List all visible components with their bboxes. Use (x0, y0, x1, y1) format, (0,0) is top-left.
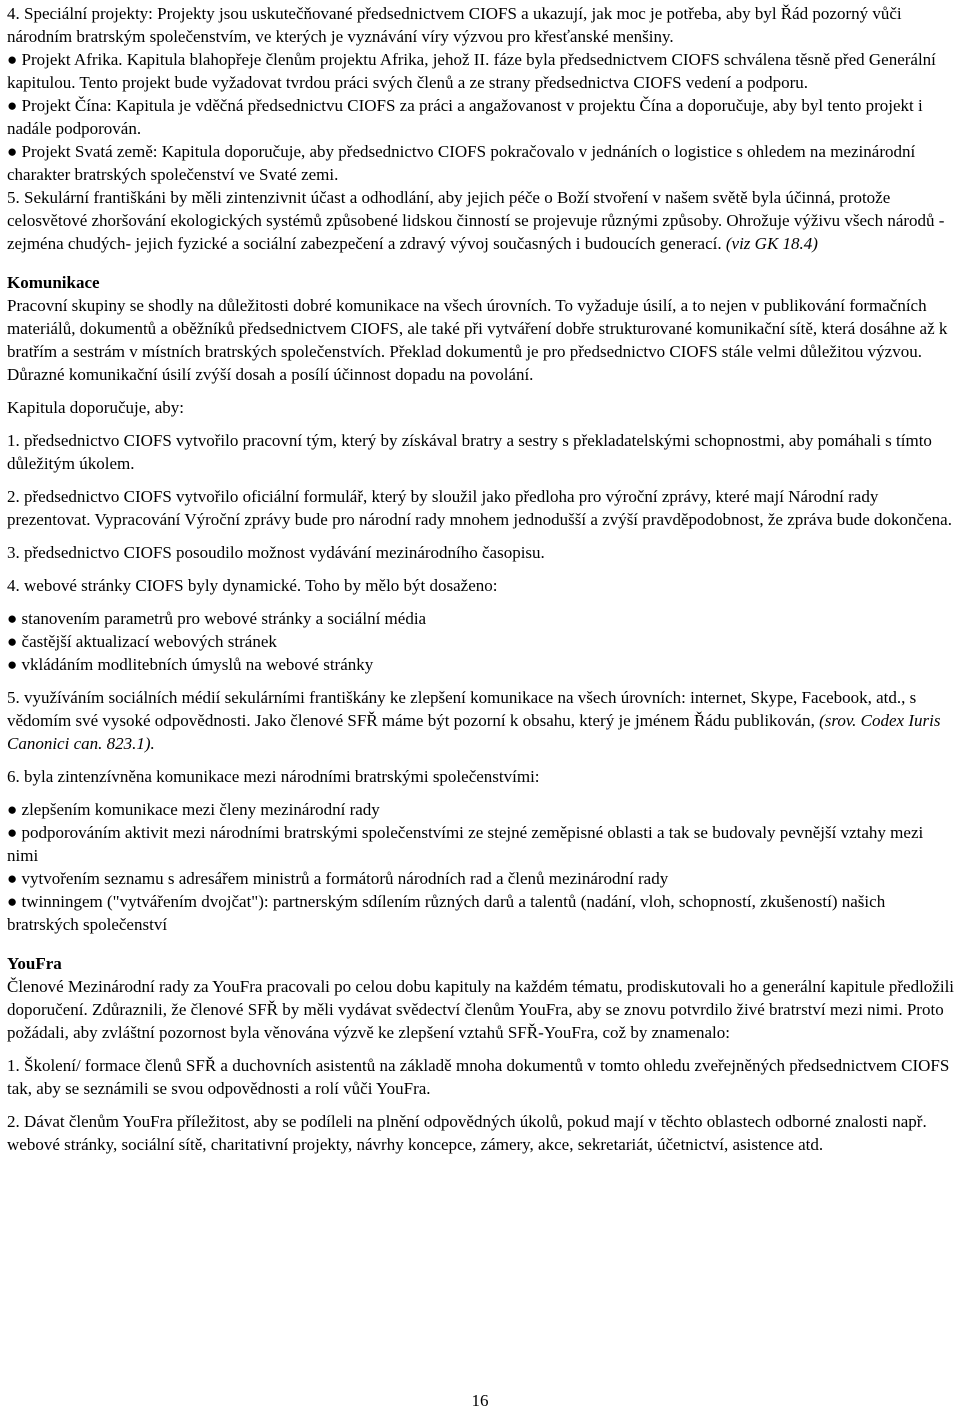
heading-youfra: YouFra (7, 954, 62, 973)
recommendation-4: 4. webové stránky CIOFS byly dynamické. Toho by mělo být dosaženo: (7, 576, 498, 595)
recommendation-5-reference: (srov. Codex Iuris Canonici can. 823.1). (7, 711, 941, 753)
recommendation-3: 3. předsednictvo CIOFS posoudilo možnost vydávání mezinárodního časopisu. (7, 543, 545, 562)
recommendation-5 (7, 686, 957, 755)
paragraph-projekt-afrika: ● Projekt Afrika. Kapitula blahopřeje členům projektu Afrika, jehož II. fáze byla předsednictvem CIOFS schválena těsně před Generální kapitulou. Tento projekt bude vyžadovat tvrdou práci svých členů a ze strany předsednictva CIOFS vedení a podporu. (7, 50, 936, 92)
list-item: ● vytvořením seznamu s adresářem ministrů a formátorů národních rad a členů mezinárodní rady (7, 869, 669, 888)
paragraph-projekt-svata-zeme: ● Projekt Svatá země: Kapitula doporučuje, aby předsednictvo CIOFS pokračovalo v jednáních o logistice s ohledem na mezinárodní charakter bratrských společenství ve Svaté zemi. (7, 142, 916, 184)
recommendation-5-text: 5. využíváním sociálních médií sekulárními františkány ke zlepšení komunikace na všech úrovních: internet, Skype, Facebook, atd., s vědomím své vysoké odpovědnosti. Jako členové SFŘ máme být pozorní k obsahu, který je jménem Řádu publikován, (7, 688, 917, 730)
item-5-text: 5. Sekulární františkáni by měli zintenzivnit účast a odhodlání, aby jejich péče o Boží stvoření v našem světě byla účinná, protože celosvětové zhoršování ekologických systémů způsobené lidskou činností se projevuje různými způsoby. Ohrožuje výživu všech národů - zejména chudých- jejich fyzické a sociální zabezpečení a zdravý vývoj současných i budoucích generací. (7, 188, 945, 253)
youfra-point-2: 2. Dávat členům YouFra příležitost, aby se podíleli na plnění odpovědných úkolů, pokud mají v těchto oblastech odborné znalosti např. webové stránky, sociální sítě, charitativní projekty, návrhy koncepce, zámery, akce, sekretariát, účetnictví, asistence atd. (7, 1112, 927, 1154)
recommendation-1: 1. předsednictvo CIOFS vytvořilo pracovní tým, který by získával bratry a sestry s překladatelskými schopnostmi, aby pomáhali s tímto důležitým úkolem. (7, 431, 932, 473)
paragraph-kapitula-doporucuje: Kapitula doporučuje, aby: (7, 398, 185, 417)
recommendation-6: 6. byla zintenzívněna komunikace mezi národními bratrskými společenstvími: (7, 767, 540, 786)
list-item: ● vkládáním modlitebních úmyslů na webové stránky (7, 655, 374, 674)
paragraph-komunikace: Pracovní skupiny se shodly na důležitosti dobré komunikace na všech úrovních. To vyžaduje úsilí, a to nejen v publikování formačních materiálů, dokumentů a oběžníků předsednictvem CIOFS, ale také při vytváření dobře strukturované komunikační sítě, která dosáhne až k bratřím a sestrám v místních bratrských společenstvích. Překlad dokumentů je pro předsednictvo CIOFS stále velmi důležitou výzvou. Důrazné komunikační úsilí zvýší dosah a posílí účinnost dopadu na povolání. (7, 296, 948, 384)
list-item: ● stanovením parametrů pro webové stránky a sociální média (7, 609, 427, 628)
paragraph-item-5 (7, 186, 957, 255)
page-number: 16 (471, 1391, 489, 1410)
youfra-point-1: 1. Školení/ formace členů SFŘ a duchovních asistentů na základě mnoha dokumentů v tomto ohledu zveřejněných předsednictvem CIOFS tak, aby se seznámili se svou odpovědnosti a rolí vůči YouFra. (7, 1056, 950, 1098)
document-page (7, 2, 957, 1156)
heading-komunikace: Komunikace (7, 273, 100, 292)
list-item: ● zlepšením komunikace mezi členy mezinárodní rady (7, 800, 380, 819)
item-5-reference: (viz GK 18.4) (725, 234, 818, 253)
paragraph-item-4: 4. Speciální projekty: Projekty jsou uskutečňované předsednictvem CIOFS a ukazují, jak moc je potřeba, aby byl Řád pozorný vůči národním bratrským společenstvím, ve kterých je vyznávání víry výzvou pro křesťanské menšiny. (7, 4, 902, 46)
recommendation-2: 2. předsednictvo CIOFS vytvořilo oficiální formulář, který by sloužil jako předloha pro výroční zprávy, které mají Národní rady prezentovat. Vypracování Výroční zprávy bude pro národní rady mnohem jednodušší a zvýší pravděpodobnost, že zpráva bude dokončena. (7, 487, 952, 529)
paragraph-youfra: Členové Mezinárodní rady za YouFra pracovali po celou dobu kapituly na každém tématu, prodiskutovali ho a generální kapitule předložili doporučení. Zdůraznili, že členové SFŘ by měli vydávat svědectví členům YouFra, aby se znovu potvrdilo živé bratrství mezi nimi. Proto požádali, aby zvláštní pozornost byla věnována výzvě ke zlepšení vztahů SFŘ-YouFra, což by znamenalo: (7, 977, 955, 1042)
list-item: ● častější aktualizací webových stránek (7, 632, 277, 651)
paragraph-projekt-cina: ● Projekt Čína: Kapitula je vděčná předsednictvu CIOFS za práci a angažovanost v projektu Čína a doporučuje, aby byl tento projekt i nadále podporován. (7, 96, 923, 138)
list-item: ● twinningem ("vytvářením dvojčat"): partnerským sdílením různých darů a talentů (nadání, vloh, schopností, zkušeností) našich bratrských společenství (7, 892, 886, 934)
list-item: ● podporováním aktivit mezi národními bratrskými společenstvími ze stejné zeměpisné oblasti a tak se budovaly pevnější vztahy mezi nimi (7, 823, 924, 865)
